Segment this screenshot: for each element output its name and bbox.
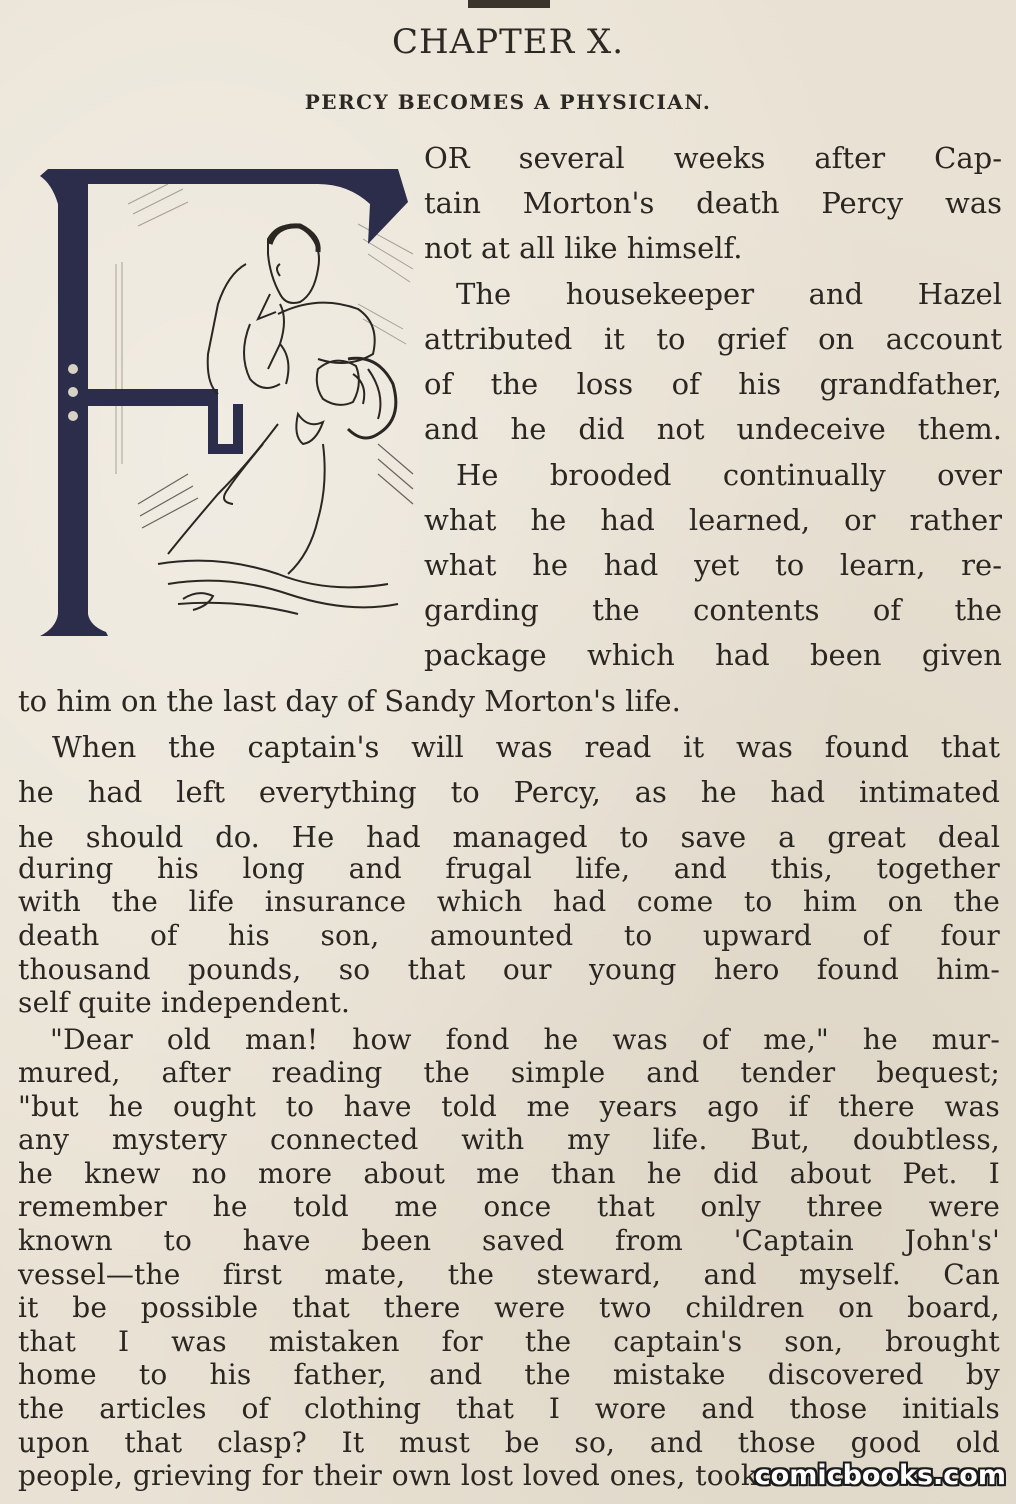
text-line: he had left everything to Percy, as he had intimated <box>18 775 1000 809</box>
text-line: vessel—the first mate, the steward, and myself. Can <box>18 1258 1000 1291</box>
text-line: upon that clasp? It must be so, and those good old <box>18 1426 1000 1459</box>
decorated-initial-illustration <box>18 144 418 649</box>
text-line: OR several weeks after Cap- <box>424 141 1002 175</box>
text-line: garding the contents of the <box>424 593 1002 627</box>
text-line: self quite independent. <box>18 986 351 1019</box>
text-line: attributed it to grief on account <box>424 322 1002 356</box>
text-line: and he did not undeceive them. <box>424 412 1002 446</box>
text-line: he knew no more about me than he did about Pet. I <box>18 1157 1000 1190</box>
text-line: what he had yet to learn, re- <box>424 548 1002 582</box>
text-line: people, grieving for their own lost loved ones, took <box>18 1459 758 1492</box>
text-line: to him on the last day of Sandy Morton's life. <box>18 684 681 718</box>
text-line: thousand pounds, so that our young hero found him- <box>18 953 1000 986</box>
text-line: home to his father, and the mistake discovered by <box>18 1358 1000 1391</box>
text-line: during his long and frugal life, and this, together <box>18 852 1000 885</box>
text-line: death of his son, amounted to upward of four <box>18 919 1000 952</box>
chapter-subtitle: PERCY BECOMES A PHYSICIAN. <box>304 90 712 114</box>
text-line: what he had learned, or rather <box>424 503 1002 537</box>
top-rule <box>468 0 550 8</box>
text-line: the articles of clothing that I wore and those initials <box>18 1392 1000 1425</box>
text-line: package which had been given <box>424 638 1002 672</box>
text-line: any mystery connected with my life. But, doubtless, <box>18 1123 1000 1156</box>
text-line: he should do. He had managed to save a great deal <box>18 820 1000 854</box>
text-line: "Dear old man! how fond he was of me," he mur- <box>50 1023 1000 1056</box>
text-line: with the life insurance which had come to him on the <box>18 885 1000 918</box>
text-line: When the captain's will was read it was found that <box>52 730 1000 764</box>
text-line: remember he told me once that only three were <box>18 1190 1000 1223</box>
text-line: The housekeeper and Hazel <box>456 277 1002 311</box>
text-line: mured, after reading the simple and tender bequest; <box>18 1056 1000 1089</box>
text-line: it be possible that there were two children on board, <box>18 1291 1000 1324</box>
text-line: tain Morton's death Percy was <box>424 186 1002 220</box>
text-line: He brooded continually over <box>456 458 1002 492</box>
chapter-title: CHAPTER X. <box>391 22 624 62</box>
text-line: of the loss of his grandfather, <box>424 367 1002 401</box>
watermark: comicbooks.com <box>754 1460 1006 1491</box>
text-line: known to have been saved from 'Captain John's' <box>18 1224 1000 1257</box>
text-line: "but he ought to have told me years ago if there was <box>18 1090 1000 1123</box>
text-line: not at all like himself. <box>424 231 743 265</box>
text-line: that I was mistaken for the captain's son, brought <box>18 1325 1000 1358</box>
